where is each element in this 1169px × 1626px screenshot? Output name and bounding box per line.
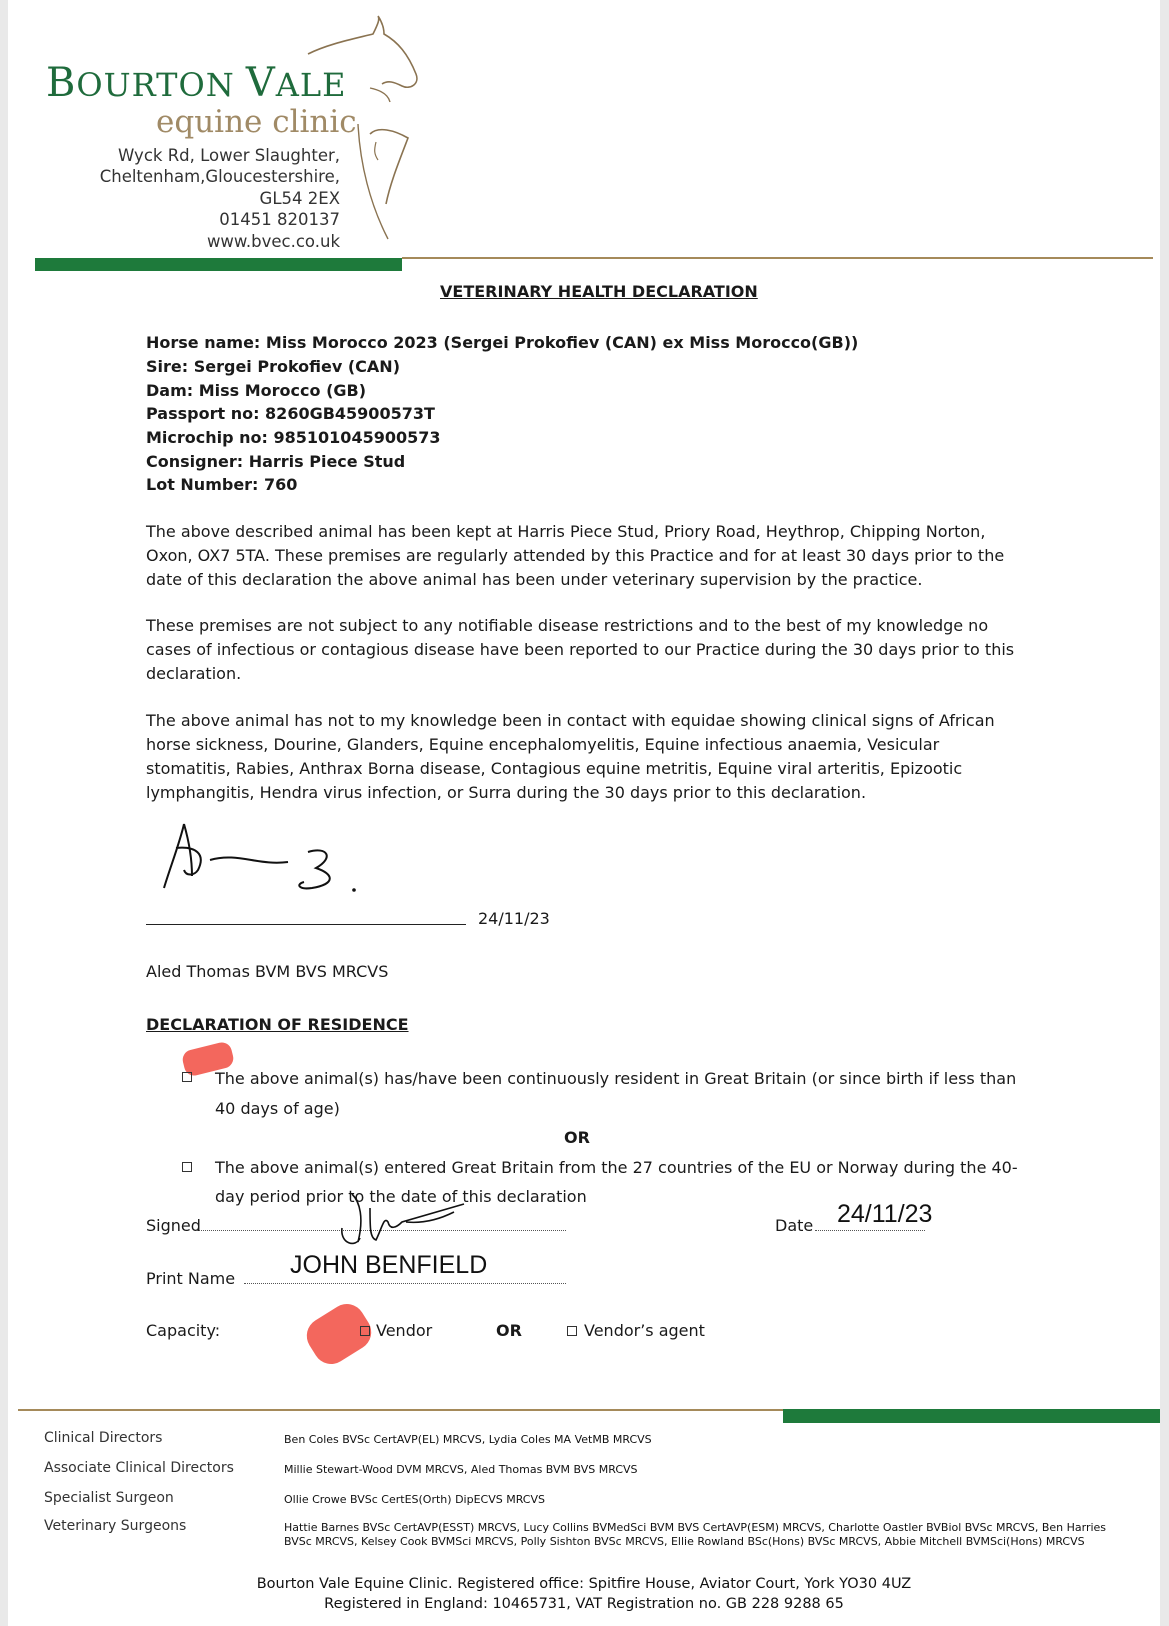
horse-sire: Sire: Sergei Prokofiev (CAN) [146, 357, 401, 376]
registered-office: Bourton Vale Equine Clinic. Registered office: Spitfire House, Aviator Court, York YO30 4UZ [256, 1576, 912, 1592]
paragraph-diseases: The above animal has not to my knowledge been in contact with equidae showing clinical signs of African horse sickness, Dourine, Glanders, Equine encephalomyelitis, Equine infectious anaemia, Vesicular stomatitis, Rabies, Anthrax Borna disease, Contagious equine metritis, Equine viral arteritis, Epizootic lymphangitis, Hendra virus infection, or Surra during the 30 days prior to this declaration. [146, 711, 995, 802]
vendors-agent-label: Vendor’s agent [584, 1321, 705, 1340]
vendor-checkbox[interactable] [360, 1326, 370, 1336]
address-line: GL54 2EX [259, 189, 340, 208]
footer-role: Clinical Directors [44, 1430, 163, 1446]
residence-option1-text-cont: 40 days of age) [215, 1099, 340, 1118]
website-link: www.bvec.co.uk [206, 232, 340, 251]
footer-green-bar [783, 1409, 1160, 1423]
vet-signature [158, 818, 368, 898]
footer-names: Ollie Crowe BVSc CertES(Orth) DipECVS MRCVS [284, 1493, 545, 1506]
date-value: 24/11/23 [837, 1200, 933, 1228]
vet-name: Aled Thomas BVM BVS MRCVS [146, 962, 389, 981]
or-separator: OR [564, 1128, 590, 1147]
paragraph-restrictions: These premises are not subject to any notifiable disease restrictions and to the best of my knowledge no cases of infectious or contagious disease have been reported to our Practice during the 30 days prior to this declaration. [146, 616, 1015, 683]
footer-gold-rule [18, 1409, 783, 1411]
print-name-label: Print Name [146, 1269, 236, 1288]
vendors-agent-checkbox[interactable] [567, 1326, 577, 1336]
date-dotted-line [815, 1230, 925, 1231]
horse-consigner: Consigner: Harris Piece Stud [146, 452, 406, 471]
footer-names: Hattie Barnes BVSc CertAVP(ESST) MRCVS, Lucy Collins BVMedSci BVM BVS CertAVP(ESM) MRCVS, Charlotte Oastler BVBiol BVSc MRCVS, Ben Harries BVSc MRCVS, Kelsey Cook BVMSci MRCVS, Polly Sishton BVSc MRCVS, Ellie Rowland BSc(Hons) BVSc MRCVS, Abbie Mitchell BVMSci(Hons) MRCVS [284, 1521, 1107, 1548]
vendor-label: Vendor [376, 1321, 433, 1340]
residence-heading: DECLARATION OF RESIDENCE [146, 1015, 409, 1034]
horse-dam: Dam: Miss Morocco (GB) [146, 381, 367, 400]
registration-numbers: Registered in England: 10465731, VAT Registration no. GB 228 9288 65 [324, 1596, 844, 1612]
capacity-or: OR [496, 1321, 522, 1340]
address-line: 01451 820137 [219, 210, 340, 229]
footer-names: Millie Stewart-Wood DVM MRCVS, Aled Thomas BVM BVS MRCVS [284, 1463, 638, 1476]
capacity-label: Capacity: [146, 1321, 221, 1340]
document-page [8, 0, 1160, 1626]
footer-names: Ben Coles BVSc CertAVP(EL) MRCVS, Lydia Coles MA VetMB MRCVS [284, 1433, 652, 1446]
vendor-signature [336, 1188, 471, 1254]
residence-option2-checkbox[interactable] [182, 1162, 192, 1172]
residence-option2-text: The above animal(s) entered Great Britain from the 27 countries of the EU or Norway during the 40- [215, 1158, 1018, 1177]
brand-subtitle: equine clinic [156, 104, 357, 140]
address-line: Cheltenham,Gloucestershire, [99, 167, 340, 186]
residence-option2-text-cont: day period prior to the date of this declaration [215, 1187, 587, 1206]
footer-role: Specialist Surgeon [44, 1490, 174, 1506]
paragraph-premises: The above described animal has been kept at Harris Piece Stud, Priory Road, Heythrop, Chipping Norton, Oxon, OX7 5TA. These premises are regularly attended by this Practice and for at least 30 days prior to the date of this declaration the above animal has been under veterinary supervision by the practice. [146, 522, 1005, 589]
horse-logo-icon [298, 14, 438, 244]
signed-label: Signed [146, 1216, 201, 1235]
footer-role: Associate Clinical Directors [44, 1460, 234, 1476]
horse-passport: Passport no: 8260GB45900573T [146, 404, 435, 423]
lot-number: Lot Number: 760 [146, 475, 298, 494]
vet-signature-date: 24/11/23 [478, 909, 550, 928]
header-green-bar [35, 258, 402, 271]
vet-signature-line [146, 924, 466, 925]
residence-option1-checkbox[interactable] [182, 1072, 192, 1082]
print-name-value: JOHN BENFIELD [290, 1251, 488, 1279]
residence-option1-text: The above animal(s) has/have been continuously resident in Great Britain (or since birth if less than [215, 1069, 1017, 1088]
date-label: Date [775, 1216, 814, 1235]
address-line: Wyck Rd, Lower Slaughter, [118, 146, 340, 165]
horse-microchip: Microchip no: 985101045900573 [146, 428, 441, 447]
header-gold-rule [402, 257, 1153, 259]
document-title: VETERINARY HEALTH DECLARATION [440, 282, 758, 301]
brand-name: BOURTON VALE [46, 60, 347, 106]
horse-name: Horse name: Miss Morocco 2023 (Sergei Prokofiev (CAN) ex Miss Morocco(GB)) [146, 333, 859, 352]
print-name-dotted-line [244, 1283, 566, 1284]
footer-role: Veterinary Surgeons [44, 1518, 187, 1534]
